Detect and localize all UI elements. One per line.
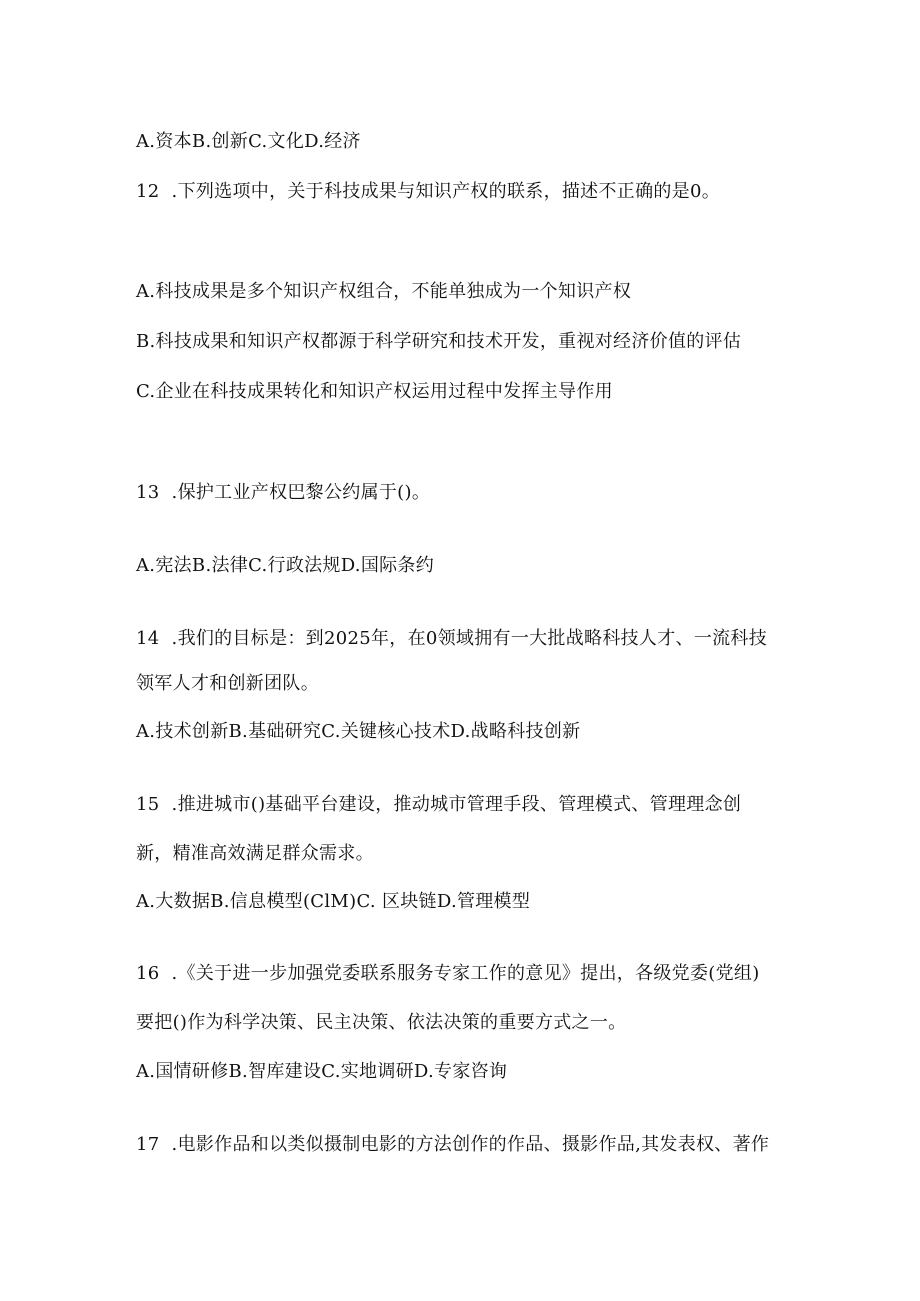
q14-options: A.技术创新B.基础研究C.关键核心技术D.战略科技创新 <box>136 721 581 742</box>
q12-question: 12 .下列选项中，关于科技成果与知识产权的联系，描述不正确的是0。 <box>136 181 721 202</box>
q15-question-line2: 新，精准高效满足群众需求。 <box>136 843 374 864</box>
q13-question: 13 .保护工业产权巴黎公约属于()。 <box>136 482 431 503</box>
q12-option-c: C.企业在科技成果转化和知识产权运用过程中发挥主导作用 <box>136 381 613 402</box>
q13-options: A.宪法B.法律C.行政法规D.国际条约 <box>136 555 435 576</box>
q12-option-b: B.科技成果和知识产权都源于科学研究和技术开发，重视对经济价值的评估 <box>136 331 742 352</box>
q15-question-line1: 15 .推进城市()基础平台建设，推动城市管理手段、管理模式、管理理念创 <box>136 794 742 815</box>
q16-question-line1: 16 .《关于进一步加强党委联系服务专家工作的意见》提出，各级党委(党组) <box>136 963 760 984</box>
q12-option-a: A.科技成果是多个知识产权组合，不能单独成为一个知识产权 <box>136 281 632 302</box>
q17-question-line1: 17 .电影作品和以类似摄制电影的方法创作的作品、摄影作品,其发表权、著作 <box>136 1134 770 1155</box>
q14-question-line1: 14 .我们的目标是：到2025年，在0领域拥有一大批战略科技人才、一流科技 <box>136 628 768 649</box>
q15-options: A.大数据B.信息模型(ClM)C. 区块链D.管理模型 <box>136 891 531 912</box>
q14-question-line2: 领军人才和创新团队。 <box>136 673 319 694</box>
q11-options: A.资本B.创新C.文化D.经济 <box>136 131 361 152</box>
q16-options: A.国情研修B.智库建设C.实地调研D.专家咨询 <box>136 1061 508 1082</box>
q16-question-line2: 要把()作为科学决策、民主决策、依法决策的重要方式之一。 <box>136 1012 627 1033</box>
